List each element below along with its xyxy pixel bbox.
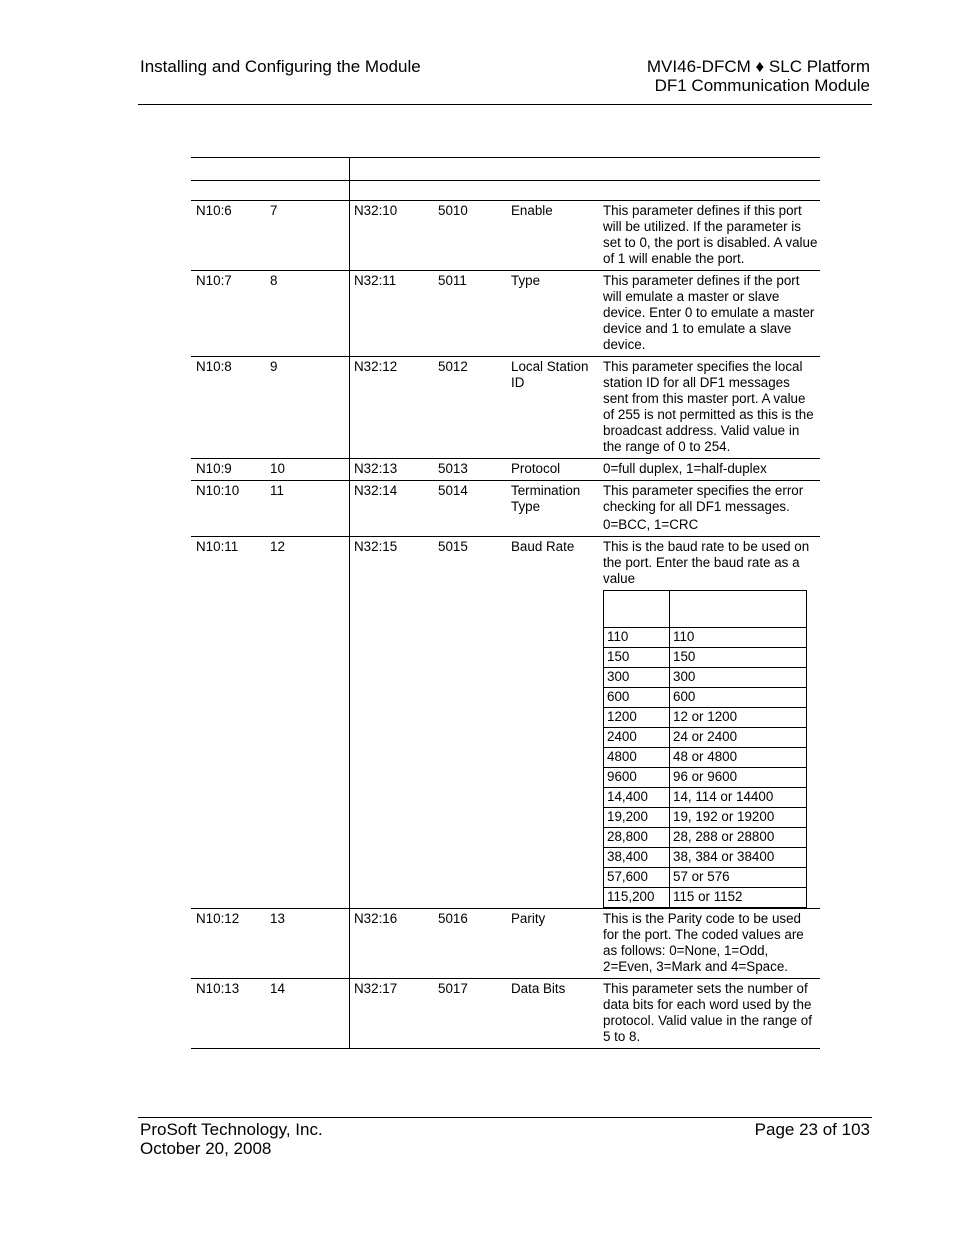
baud-header-cell	[604, 591, 670, 628]
cell-register: 5015	[438, 539, 468, 554]
baud-value-cell: 300	[670, 668, 807, 688]
baud-rate-cell: 2400	[604, 728, 670, 748]
baud-table-row	[604, 788, 807, 808]
baud-rate-cell: 28,800	[604, 828, 670, 848]
cell-name: Protocol	[511, 461, 561, 476]
baud-table-row	[604, 748, 807, 768]
baud-rate-cell: 110	[604, 628, 670, 648]
baud-value-cell: 115 or 1152	[670, 888, 807, 908]
cell-description: 0=full duplex, 1=half-duplex	[603, 461, 767, 476]
cell-offset: 11	[270, 483, 284, 498]
table-row	[191, 536, 820, 908]
cell-file: N32:15	[349, 537, 433, 908]
baud-value-cell: 28, 288 or 28800	[670, 828, 807, 848]
cell-address: N10:12	[196, 911, 240, 926]
cell-address: N10:6	[196, 203, 232, 218]
description-text: This is the baud rate to be used on the port. Enter the baud rate as a value	[603, 539, 810, 586]
table-row	[191, 270, 820, 356]
footer-left	[140, 1120, 323, 1158]
baud-rate-cell: 4800	[604, 748, 670, 768]
baud-value-cell: 48 or 4800	[670, 748, 807, 768]
cell-offset: 9	[270, 359, 278, 374]
table-header-row-2	[191, 180, 820, 200]
cell-register: 5012	[438, 359, 468, 374]
baud-table-row	[604, 888, 807, 908]
table-row	[191, 356, 820, 458]
baud-table-row	[604, 768, 807, 788]
baud-rate-cell: 19,200	[604, 808, 670, 828]
footer-rule	[138, 1117, 872, 1118]
cell-offset: 14	[270, 981, 285, 996]
baud-value-cell: 19, 192 or 19200	[670, 808, 807, 828]
cell-register: 5013	[438, 461, 468, 476]
cell-description: This parameter defines if the port will emulate a master or slave device. Enter 0 to emulate a master device and 1 to emulate a slave device.	[603, 273, 815, 352]
cell-name: Enable	[511, 203, 553, 218]
cell-address: N10:9	[196, 461, 232, 476]
cell-offset: 13	[270, 911, 285, 926]
baud-value-cell: 96 or 9600	[670, 768, 807, 788]
cell-description: This parameter sets the number of data bits for each word used by the protocol. Valid value in the range of 5 to 8.	[603, 981, 812, 1044]
parameter-table	[191, 157, 820, 1049]
cell-name: Data Bits	[511, 981, 566, 996]
baud-table-row	[604, 648, 807, 668]
header-product	[647, 57, 870, 95]
baud-table-row	[604, 848, 807, 868]
cell-offset: 10	[270, 461, 285, 476]
cell-address: N10:8	[196, 359, 232, 374]
cell-file: N32:11	[349, 271, 433, 356]
cell-file: N32:16	[349, 909, 433, 978]
cell-address: N10:11	[196, 539, 239, 554]
description-values: 0=BCC, 1=CRC	[603, 517, 699, 532]
table-row	[191, 978, 820, 1048]
header-section-title: Installing and Configuring the Module	[140, 57, 421, 76]
baud-value-cell: 12 or 1200	[670, 708, 807, 728]
baud-rate-table	[603, 590, 807, 908]
cell-offset: 8	[270, 273, 278, 288]
cell-address: N10:7	[196, 273, 232, 288]
cell-description: This is the Parity code to be used for the port. The coded values are as follows: 0=None, 1=Odd, 2=Even, 3=Mark and 4=Space.	[603, 911, 804, 974]
baud-table-row	[604, 708, 807, 728]
baud-table-row	[604, 668, 807, 688]
cell-file: N32:12	[349, 357, 433, 458]
baud-value-cell: 600	[670, 688, 807, 708]
baud-rate-cell: 115,200	[604, 888, 670, 908]
cell-file: N32:14	[349, 481, 433, 536]
header-product-line2: DF1 Communication Module	[654, 76, 870, 95]
header-product-line1: MVI46-DFCM ♦ SLC Platform	[646, 57, 870, 76]
cell-register: 5010	[438, 203, 468, 218]
baud-value-cell: 14, 114 or 14400	[670, 788, 807, 808]
baud-rate-cell: 38,400	[604, 848, 670, 868]
baud-value-cell: 110	[670, 628, 807, 648]
table-header-cell	[349, 181, 820, 200]
baud-rate-cell: 300	[604, 668, 670, 688]
cell-description: This parameter defines if this port will be utilized. If the parameter is set to 0, the port is disabled. A value of 1 will enable the port.	[603, 203, 818, 266]
cell-name: Baud Rate	[511, 539, 575, 554]
cell-register: 5017	[438, 981, 468, 996]
table-row	[191, 908, 820, 978]
baud-value-cell: 57 or 576	[670, 868, 807, 888]
cell-offset: 12	[270, 539, 285, 554]
cell-name: Type	[511, 273, 541, 288]
baud-rate-cell: 9600	[604, 768, 670, 788]
cell-register: 5016	[438, 911, 468, 926]
table-header-cell	[191, 158, 349, 180]
baud-table-row	[604, 868, 807, 888]
header-rule	[138, 104, 872, 105]
cell-name: Local Station ID	[511, 359, 589, 390]
cell-description	[599, 481, 820, 536]
table-row	[191, 200, 820, 270]
baud-table-row	[604, 828, 807, 848]
table-row	[191, 458, 820, 480]
cell-description: This parameter specifies the local station ID for all DF1 messages sent from this master port. A value of 255 is not permitted as this is the broadcast address. Valid value in the range of 0 to 254.	[603, 359, 814, 454]
baud-value-cell: 38, 384 or 38400	[670, 848, 807, 868]
cell-name: Termination Type	[511, 483, 581, 514]
table-header-row-1	[191, 157, 820, 180]
baud-rate-cell: 57,600	[604, 868, 670, 888]
cell-address: N10:13	[196, 981, 240, 996]
baud-rate-cell: 150	[604, 648, 670, 668]
footer-page-number: Page 23 of 103	[754, 1120, 870, 1139]
table-header-cell	[349, 158, 820, 180]
footer-company: ProSoft Technology, Inc.	[140, 1120, 323, 1139]
baud-table-header	[604, 591, 807, 628]
table-header-cell	[191, 181, 349, 200]
cell-offset: 7	[270, 203, 278, 218]
baud-table-row	[604, 688, 807, 708]
baud-table-row	[604, 628, 807, 648]
baud-rate-cell: 14,400	[604, 788, 670, 808]
baud-rate-cell: 1200	[604, 708, 670, 728]
cell-file: N32:10	[349, 201, 433, 270]
cell-register: 5014	[438, 483, 468, 498]
baud-table-row	[604, 728, 807, 748]
cell-name: Parity	[511, 911, 546, 926]
footer-date: October 20, 2008	[140, 1139, 272, 1158]
baud-table-row	[604, 808, 807, 828]
cell-address: N10:10	[196, 483, 240, 498]
table-row	[191, 480, 820, 536]
baud-value-cell: 24 or 2400	[670, 728, 807, 748]
cell-register: 5011	[438, 273, 467, 288]
description-text: This parameter specifies the error checking for all DF1 messages.	[603, 483, 804, 514]
cell-file: N32:17	[349, 979, 433, 1048]
baud-header-cell	[670, 591, 807, 628]
cell-file: N32:13	[349, 459, 433, 480]
baud-value-cell: 150	[670, 648, 807, 668]
cell-description	[599, 537, 820, 908]
baud-rate-cell: 600	[604, 688, 670, 708]
table-bottom-rule	[191, 1048, 820, 1049]
